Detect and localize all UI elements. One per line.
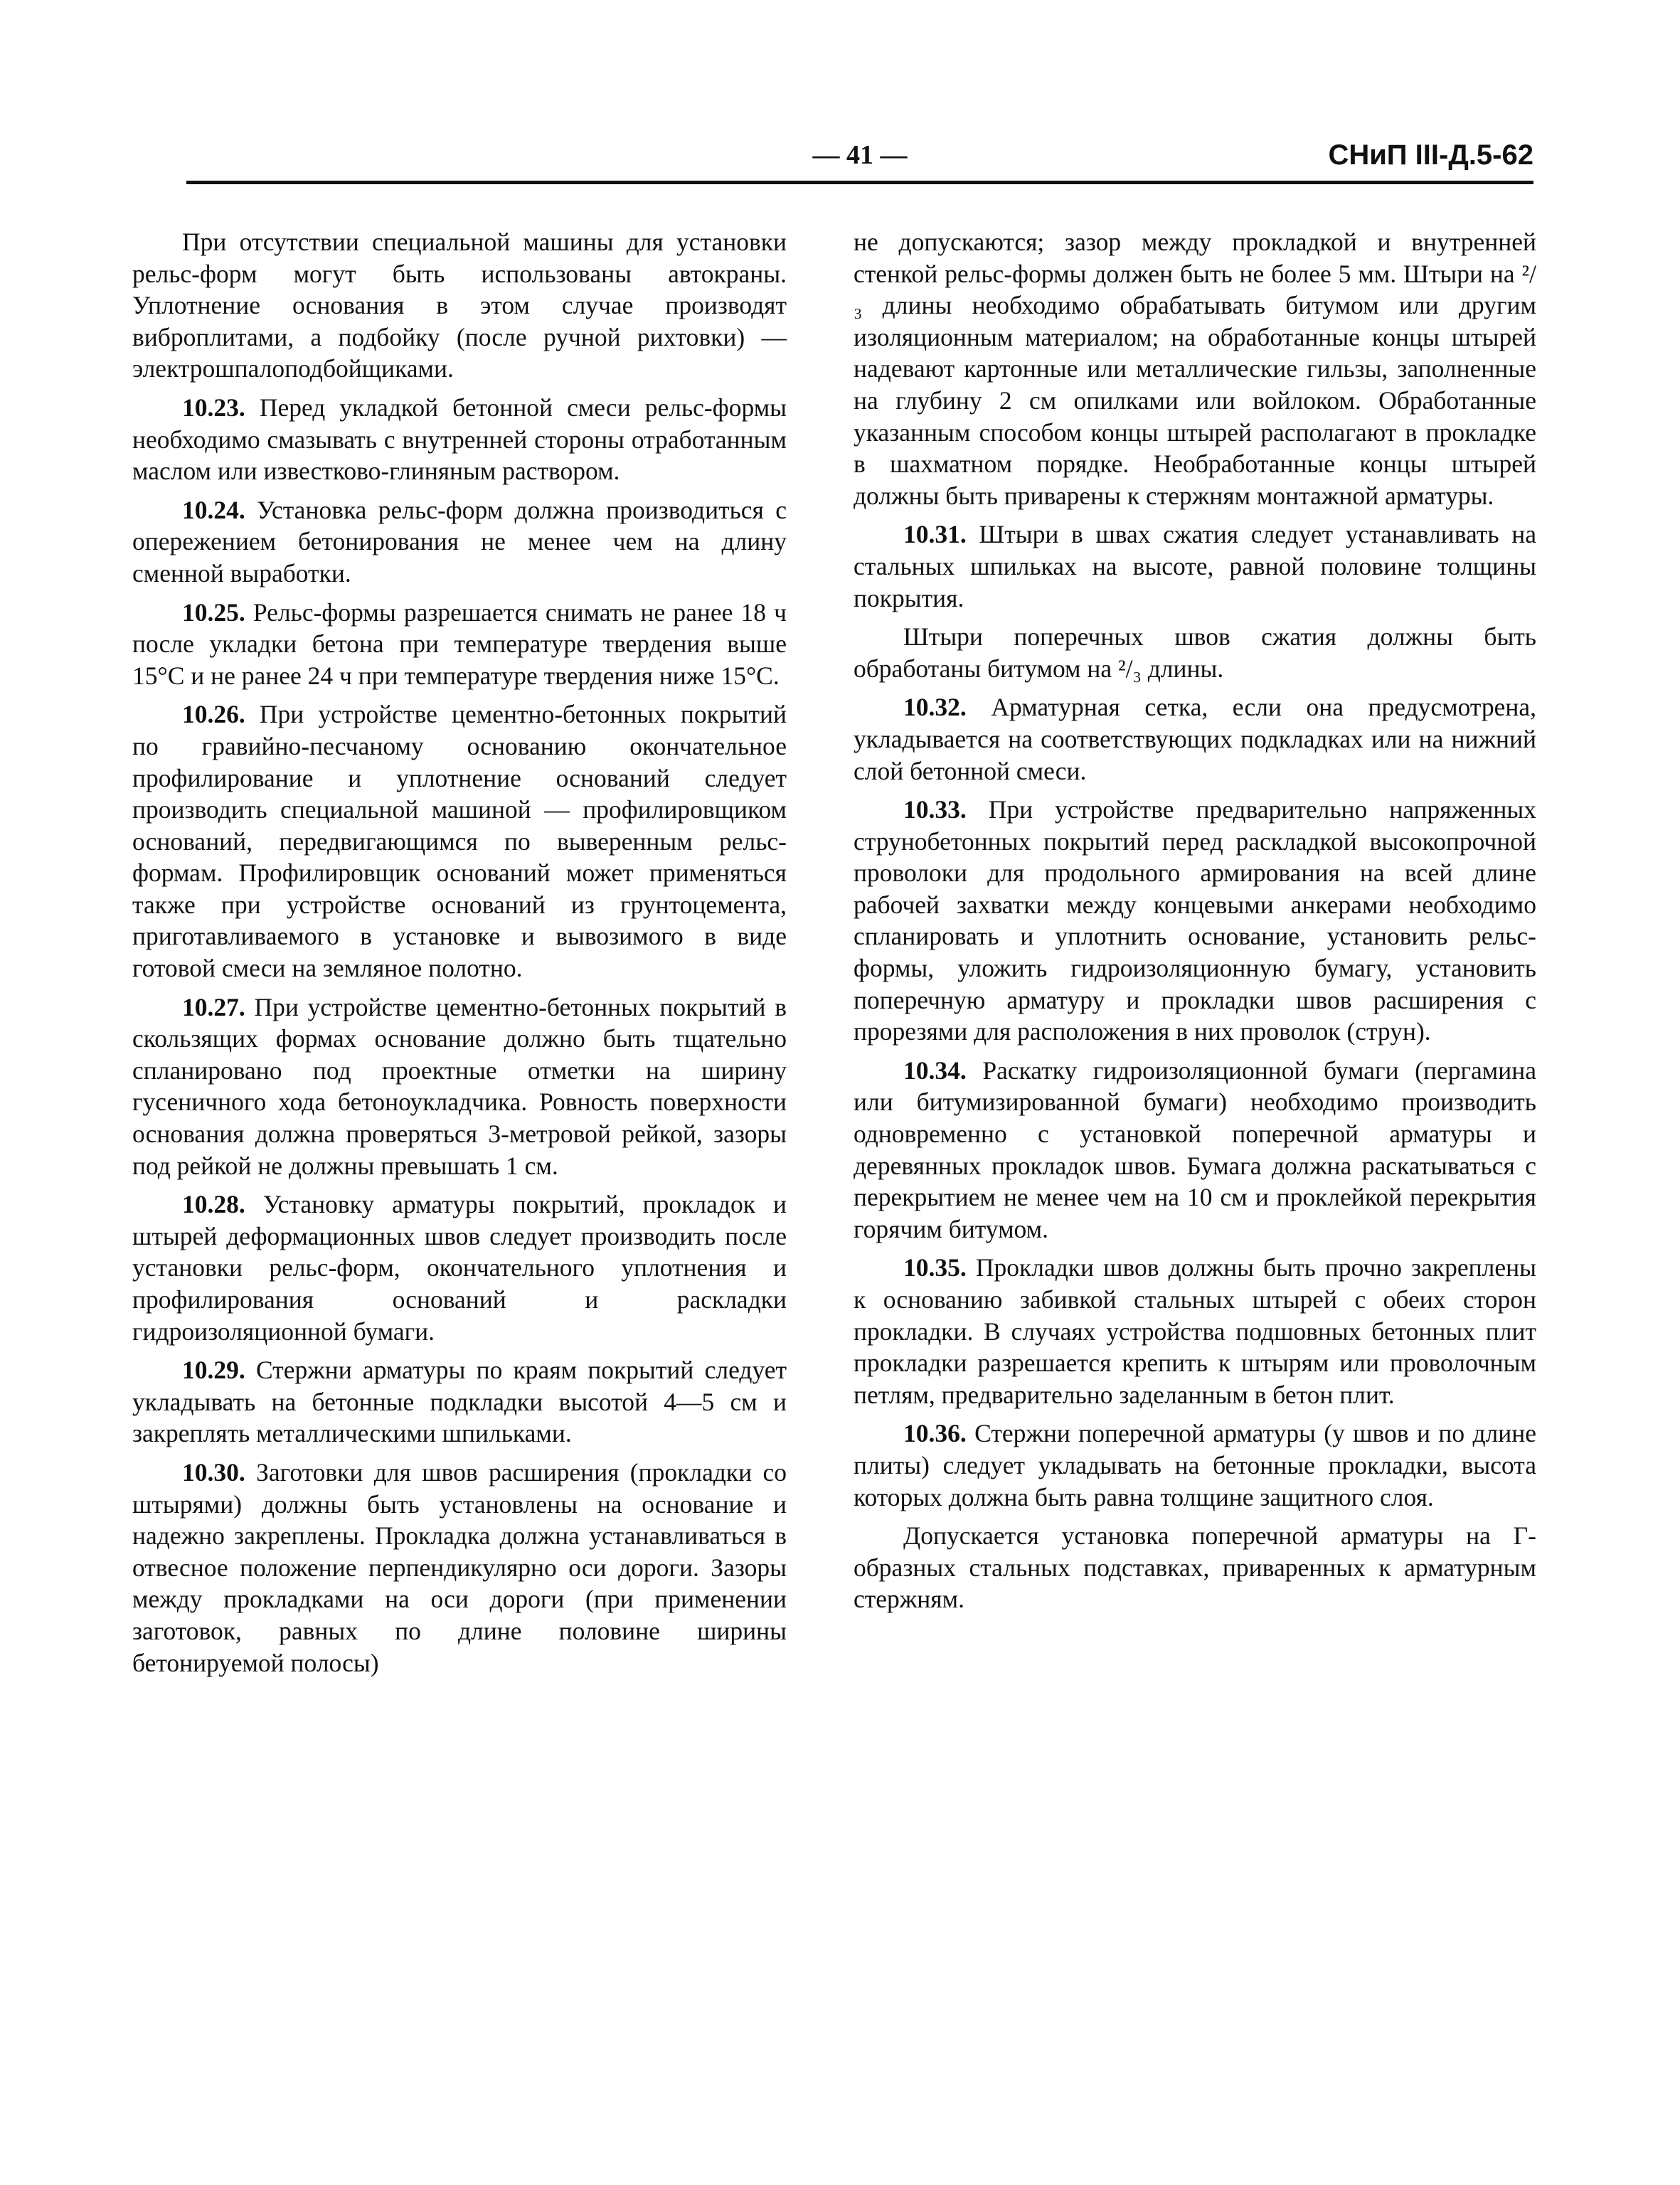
paragraph <box>854 1055 1536 1245</box>
paragraph <box>854 226 1536 511</box>
paragraph <box>132 1189 787 1347</box>
clause-number: 10.27. <box>182 992 245 1021</box>
paragraph <box>854 621 1536 684</box>
paragraph-text: При устройстве цементно-бетонных покрытий в скользящих формах основание должно быть тщательно спланировано под проектные отметки на ширину гусеничного хода бетоноукладчика. Ровность поверхности основания должна проверяться 3-метровой рейкой, зазоры под рейкой не должны превышать 1 см. <box>132 992 787 1180</box>
paragraph <box>132 992 787 1182</box>
clause-number: 10.30. <box>182 1457 245 1487</box>
clause-number: 10.33. <box>903 795 967 824</box>
clause-number: 10.23. <box>182 393 245 422</box>
paragraph-text: не допускаются; зазор между прокладкой и внутренней стенкой рельс-формы должен быть не более 5 мм. Штыри на ²/₃ длины необходимо обрабатывать битумом или другим изоляционным материалом; на обработанные концы штырей надевают картонные или металлические гильзы, заполненные на глубину 2 см опилками или войлоком. Обработанные указанным способом концы штырей располагают в прокладке в шахматном порядке. Необработанные концы штырей должны быть приварены к стержням монтажной арматуры. <box>854 228 1536 510</box>
paragraph-text: Штыри в швах сжатия следует устанавливать на стальных шпильках на высоте, равной половине толщины покрытия. <box>854 520 1537 612</box>
clause-number: 10.28. <box>182 1190 245 1219</box>
paragraph-text: При отсутствии специальной машины для установки рельс-форм могут быть использованы автокраны. Уплотнение основания в этом случае производят виброплитами, а подбойку (после ручной рихтовки) — электрошпалоподбойщиками. <box>132 228 787 383</box>
paragraph <box>854 691 1536 787</box>
clause-number: 10.26. <box>182 700 245 729</box>
paragraph <box>854 1418 1536 1513</box>
paragraph-text: Раскатку гидроизоляционной бумаги (пергамина или битумизированной бумаги) необходимо производить одновременно с установкой поперечной арматуры и деревянных прокладок швов. Бумага должна раскатываться с перекрытием не менее чем на 10 см и проклейкой перекрытия горячим битумом. <box>854 1056 1536 1243</box>
paragraph <box>854 1520 1536 1615</box>
paragraph-text: Заготовки для швов расширения (прокладки со штырями) должны быть установлены на основание и надежно закреплены. Прокладка должна устанавливаться в отвесное положение перпендикулярно оси дороги. Зазоры между прокладками на оси дороги (при применении заготовок, равных по длине половине ширины бетонируемой полосы) <box>132 1457 787 1677</box>
clause-number: 10.31. <box>903 520 967 549</box>
clause-number: 10.24. <box>182 495 245 524</box>
header-rule <box>186 181 1533 184</box>
paragraph-text: Рельс-формы разрешается снимать не ранее 18 ч после укладки бетона при температуре твердения выше 15°С и не ранее 24 ч при температуре твердения ниже 15°С. <box>132 597 787 690</box>
paragraph-text: Установка рельс-форм должна производиться с опережением бетонирования не менее чем на длину сменной выработки. <box>132 495 787 588</box>
clause-number: 10.36. <box>903 1419 967 1448</box>
paragraph <box>132 1457 787 1679</box>
paragraph-text: Перед укладкой бетонной смеси рельс-формы необходимо смазывать с внутренней стороны отработанным маслом или известково-глиняным раствором. <box>132 393 787 486</box>
paragraph <box>854 794 1536 1048</box>
clause-number: 10.29. <box>182 1356 245 1385</box>
paragraph-text: Допускается установка поперечной арматуры на Г-образных стальных подставках, приваренных к арматурным стержням. <box>854 1521 1536 1614</box>
clause-number: 10.35. <box>903 1253 967 1282</box>
paragraph <box>132 1354 787 1450</box>
clause-number: 10.25. <box>182 597 245 627</box>
paragraph-text: При устройстве предварительно напряженных струнобетонных покрытий перед раскладкой высокопрочной проволоки для продольного армирования на всей длине рабочей захватки между концевыми анкерами необходимо спланировать и уплотнить основание, установить рельс-формы, уложить гидроизоляционную бумагу, установить поперечную арматуру и прокладки швов расширения с прорезями для расположения в них проволок (струн). <box>854 795 1536 1046</box>
paragraph-text: Стержни арматуры по краям покрытий следует укладывать на бетонные подкладки высотой 4—5 см и закреплять металлическими шпильками. <box>132 1356 787 1448</box>
paragraph <box>854 519 1536 614</box>
page-number: — 41 — <box>812 140 908 170</box>
page-header <box>186 139 1533 182</box>
paragraph-text: Прокладки швов должны быть прочно закреплены к основанию забивкой стальных штырей с обеих сторон прокладки. В случаях устройства подшовных бетонных плит прокладки разрешается крепить к штырям или проволочным петлям, предварительно заделанным в бетон плит. <box>854 1253 1536 1409</box>
paragraph-text: Арматурная сетка, если она предусмотрена, укладывается на соответствующих подкладках или на нижний слой бетонной смеси. <box>854 693 1536 785</box>
right-column <box>854 226 1536 1622</box>
paragraph-text: При устройстве цементно-бетонных покрытий по гравийно-песчаному основанию окончательное профилирование и уплотнение оснований следует производить специальной машиной — профилировщиком оснований, передвигающимся по выверенным рельс-формам. Профилировщик оснований может применяться также при устройстве оснований из грунтоцемента, приготавливаемого в установке и вывозимого в виде готовой смеси на земляное полотно. <box>132 700 787 983</box>
paragraph <box>854 1252 1536 1410</box>
left-column <box>132 226 787 1686</box>
paragraph <box>132 392 787 487</box>
paragraph <box>132 226 787 385</box>
paragraph-text: Стержни поперечной арматуры (у швов и по длине плиты) следует укладывать на бетонные прокладки, высота которых должна быть равна толщине защитного слоя. <box>854 1419 1536 1511</box>
paragraph-text: Штыри поперечных швов сжатия должны быть обработаны битумом на ²/₃ длины. <box>854 622 1536 683</box>
document-code: СНиП III-Д.5-62 <box>1328 139 1533 171</box>
paragraph <box>132 698 787 984</box>
clause-number: 10.34. <box>903 1056 967 1085</box>
paragraph <box>132 597 787 692</box>
clause-number: 10.32. <box>903 693 967 722</box>
paragraph <box>132 494 787 590</box>
paragraph-text: Установку арматуры покрытий, прокладок и штырей деформационных швов следует производить после установки рельс-форм, окончательного уплотнения и профилирования оснований и раскладки гидроизоляционной бумаги. <box>132 1190 787 1346</box>
